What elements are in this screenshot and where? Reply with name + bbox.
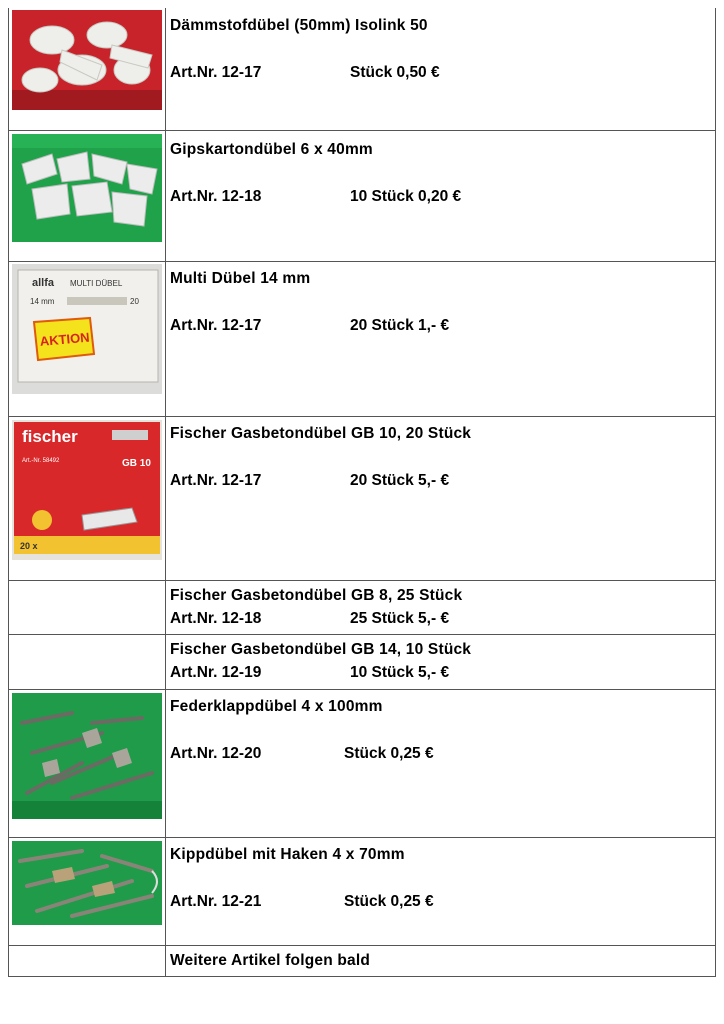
product-price: 20 Stück 5,- € [350, 472, 450, 489]
product-title: Federklappdübel 4 x 100mm [170, 698, 383, 715]
box-small-text: Art.-Nr. 58492 [22, 458, 60, 464]
product-title: Gipskartondübel 6 x 40mm [170, 141, 373, 158]
product-text-cell [166, 635, 715, 689]
product-text-cell [166, 417, 715, 580]
product-price: 10 Stück 0,20 € [350, 188, 462, 205]
product-image-cell [9, 581, 166, 634]
product-title: Multi Dübel 14 mm [170, 270, 311, 287]
product-text-cell [166, 8, 715, 130]
product-image-cell [9, 690, 166, 837]
product-row [8, 635, 716, 690]
product-photo-multi-duebel [12, 264, 162, 394]
product-row [8, 131, 716, 262]
box-count: 20 [130, 297, 139, 306]
product-row [8, 262, 716, 417]
product-image-cell [9, 635, 166, 689]
article-number: Art.Nr. 12-20 [170, 745, 262, 762]
product-catalog-table [8, 8, 716, 977]
product-photo-daemmstoffduebel [12, 10, 162, 110]
box-brand: fischer [22, 427, 78, 446]
product-price: Stück 0,50 € [350, 64, 440, 81]
product-photo-gipskartonduebel [12, 134, 162, 242]
product-title: Fischer Gasbetondübel GB 8, 25 Stück [170, 587, 463, 604]
article-number: Art.Nr. 12-18 [170, 610, 262, 627]
product-price: 10 Stück 5,- € [350, 664, 450, 681]
product-image-cell [9, 8, 166, 130]
product-price: Stück 0,25 € [344, 745, 434, 762]
box-size: 14 mm [30, 297, 55, 306]
product-image-cell [9, 262, 166, 416]
product-photo-fischer-gb10 [12, 420, 162, 560]
article-number: Art.Nr. 12-17 [170, 64, 262, 81]
article-number: Art.Nr. 12-17 [170, 317, 262, 334]
box-label: MULTI DÜBEL [70, 279, 123, 288]
product-title: Dämmstofdübel (50mm) Isolink 50 [170, 17, 428, 34]
box-model: GB 10 [122, 458, 151, 469]
product-title: Fischer Gasbetondübel GB 14, 10 Stück [170, 641, 472, 658]
footer-empty-cell [9, 946, 166, 976]
box-sticker: AKTION [39, 329, 91, 349]
article-number: Art.Nr. 12-19 [170, 664, 262, 681]
product-text-cell [166, 838, 715, 945]
product-title: Kippdübel mit Haken 4 x 70mm [170, 846, 405, 863]
footer-text: Weitere Artikel folgen bald [170, 952, 371, 969]
product-text-cell [166, 690, 715, 837]
product-photo-kippduebel [12, 841, 162, 925]
product-text-cell [166, 581, 715, 634]
product-row [8, 690, 716, 838]
article-number: Art.Nr. 12-18 [170, 188, 262, 205]
product-price: 25 Stück 5,- € [350, 610, 450, 627]
product-price: 20 Stück 1,- € [350, 317, 450, 334]
footer-text-cell [166, 946, 715, 976]
article-number: Art.Nr. 12-21 [170, 893, 262, 910]
product-image-cell [9, 417, 166, 580]
product-row [8, 838, 716, 946]
product-image-cell [9, 838, 166, 945]
product-row [8, 417, 716, 581]
article-number: Art.Nr. 12-17 [170, 472, 262, 489]
box-count: 20 x [20, 541, 38, 551]
product-image-cell [9, 131, 166, 261]
product-text-cell [166, 262, 715, 416]
product-row [8, 8, 716, 131]
product-text-cell [166, 131, 715, 261]
product-photo-federklappduebel [12, 693, 162, 819]
product-row [8, 581, 716, 635]
footer-row [8, 946, 716, 977]
product-price: Stück 0,25 € [344, 893, 434, 910]
box-brand: allfa [32, 277, 55, 289]
product-title: Fischer Gasbetondübel GB 10, 20 Stück [170, 425, 472, 442]
